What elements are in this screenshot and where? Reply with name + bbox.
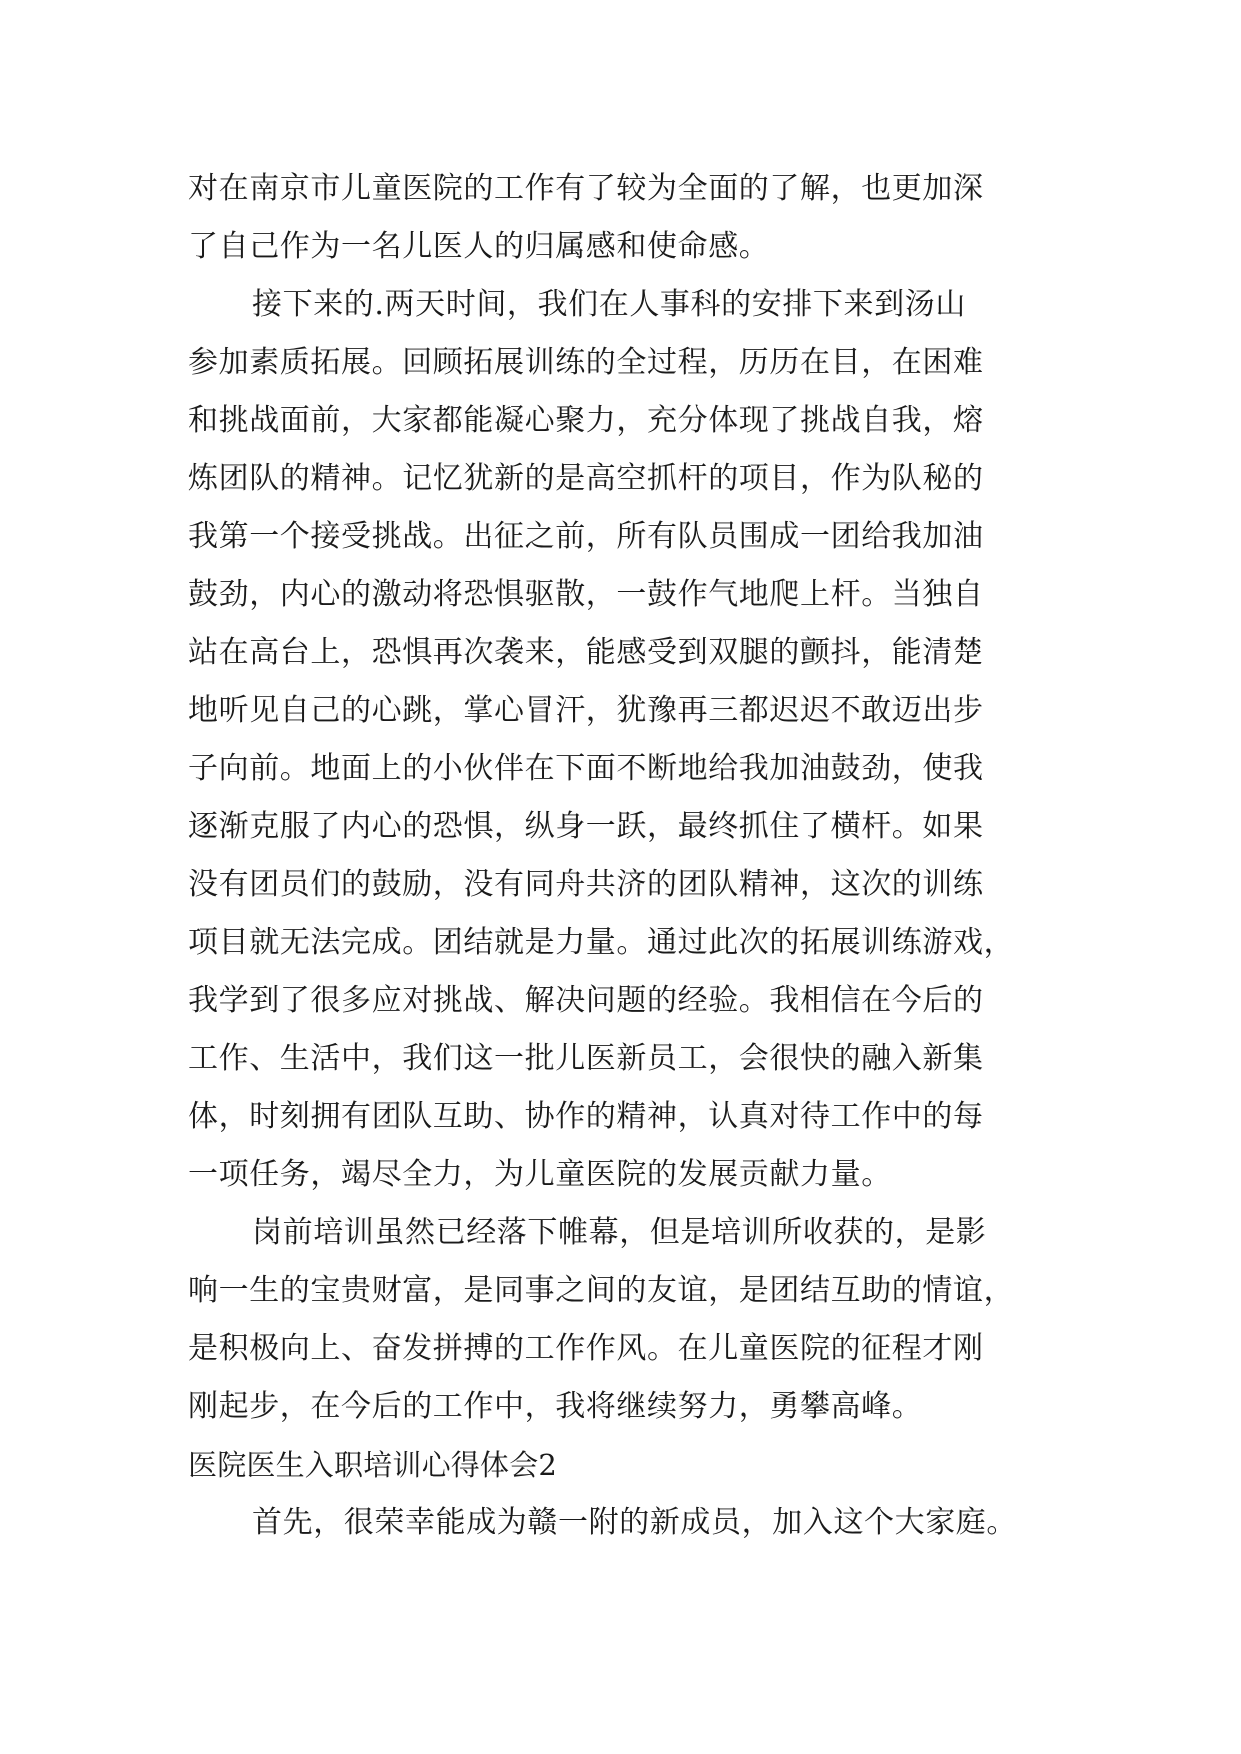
text-line: 是积极向上、奋发拼搏的工作作风。在儿童医院的征程才刚 — [188, 1331, 984, 1366]
text-line: 参加素质拓展。回顾拓展训练的全过程，历历在目，在困难 — [188, 345, 984, 380]
text-line: 子向前。地面上的小伙伴在下面不断地给我加油鼓劲，使我 — [188, 751, 984, 786]
text-line: 我学到了很多应对挑战、解决问题的经验。我相信在今后的 — [188, 983, 984, 1018]
text-line: 站在高台上，恐惧再次袭来，能感受到双腿的颤抖，能清楚 — [188, 635, 984, 670]
document-page — [188, 160, 1058, 1552]
text-line: 工作、生活中，我们这一批儿医新员工，会很快的融入新集 — [188, 1041, 984, 1076]
section-heading: 医院医生入职培训心得体会2 — [188, 1448, 558, 1482]
text-line: 逐渐克服了内心的恐惧，纵身一跃，最终抓住了横杆。如果 — [188, 809, 984, 844]
text-line: 项目就无法完成。团结就是力量。通过此次的拓展训练游戏， — [188, 925, 1015, 960]
text-line: 没有团员们的鼓励，没有同舟共济的团队精神，这次的训练 — [188, 867, 984, 902]
text-line: 地听见自己的心跳，掌心冒汗，犹豫再三都迟迟不敢迈出步 — [188, 693, 984, 728]
paragraph-first-line: 岗前培训虽然已经落下帷幕，但是培训所收获的，是影 — [252, 1215, 987, 1250]
text-line: 了自己作为一名儿医人的归属感和使命感。 — [188, 229, 770, 264]
text-line: 和挑战面前，大家都能凝心聚力，充分体现了挑战自我，熔 — [188, 403, 984, 438]
text-line: 响一生的宝贵财富，是同事之间的友谊，是团结互助的情谊， — [188, 1273, 1015, 1308]
paragraph-first-line: 接下来的.两天时间，我们在人事科的安排下来到汤山 — [252, 287, 966, 322]
text-line: 一项任务，竭尽全力，为儿童医院的发展贡献力量。 — [188, 1157, 892, 1192]
paragraph-first-line: 首先，很荣幸能成为赣一附的新成员，加入这个大家庭。 — [252, 1505, 1017, 1540]
text-line: 对在南京市儿童医院的工作有了较为全面的了解，也更加深 — [188, 171, 984, 206]
text-line: 我第一个接受挑战。出征之前，所有队员围成一团给我加油 — [188, 519, 984, 554]
text-line: 刚起步，在今后的工作中，我将继续努力，勇攀高峰。 — [188, 1389, 923, 1424]
text-line: 炼团队的精神。记忆犹新的是高空抓杆的项目，作为队秘的 — [188, 461, 984, 496]
text-line: 体，时刻拥有团队互助、协作的精神，认真对待工作中的每 — [188, 1099, 984, 1134]
text-line: 鼓劲，内心的激动将恐惧驱散，一鼓作气地爬上杆。当独自 — [188, 577, 984, 612]
